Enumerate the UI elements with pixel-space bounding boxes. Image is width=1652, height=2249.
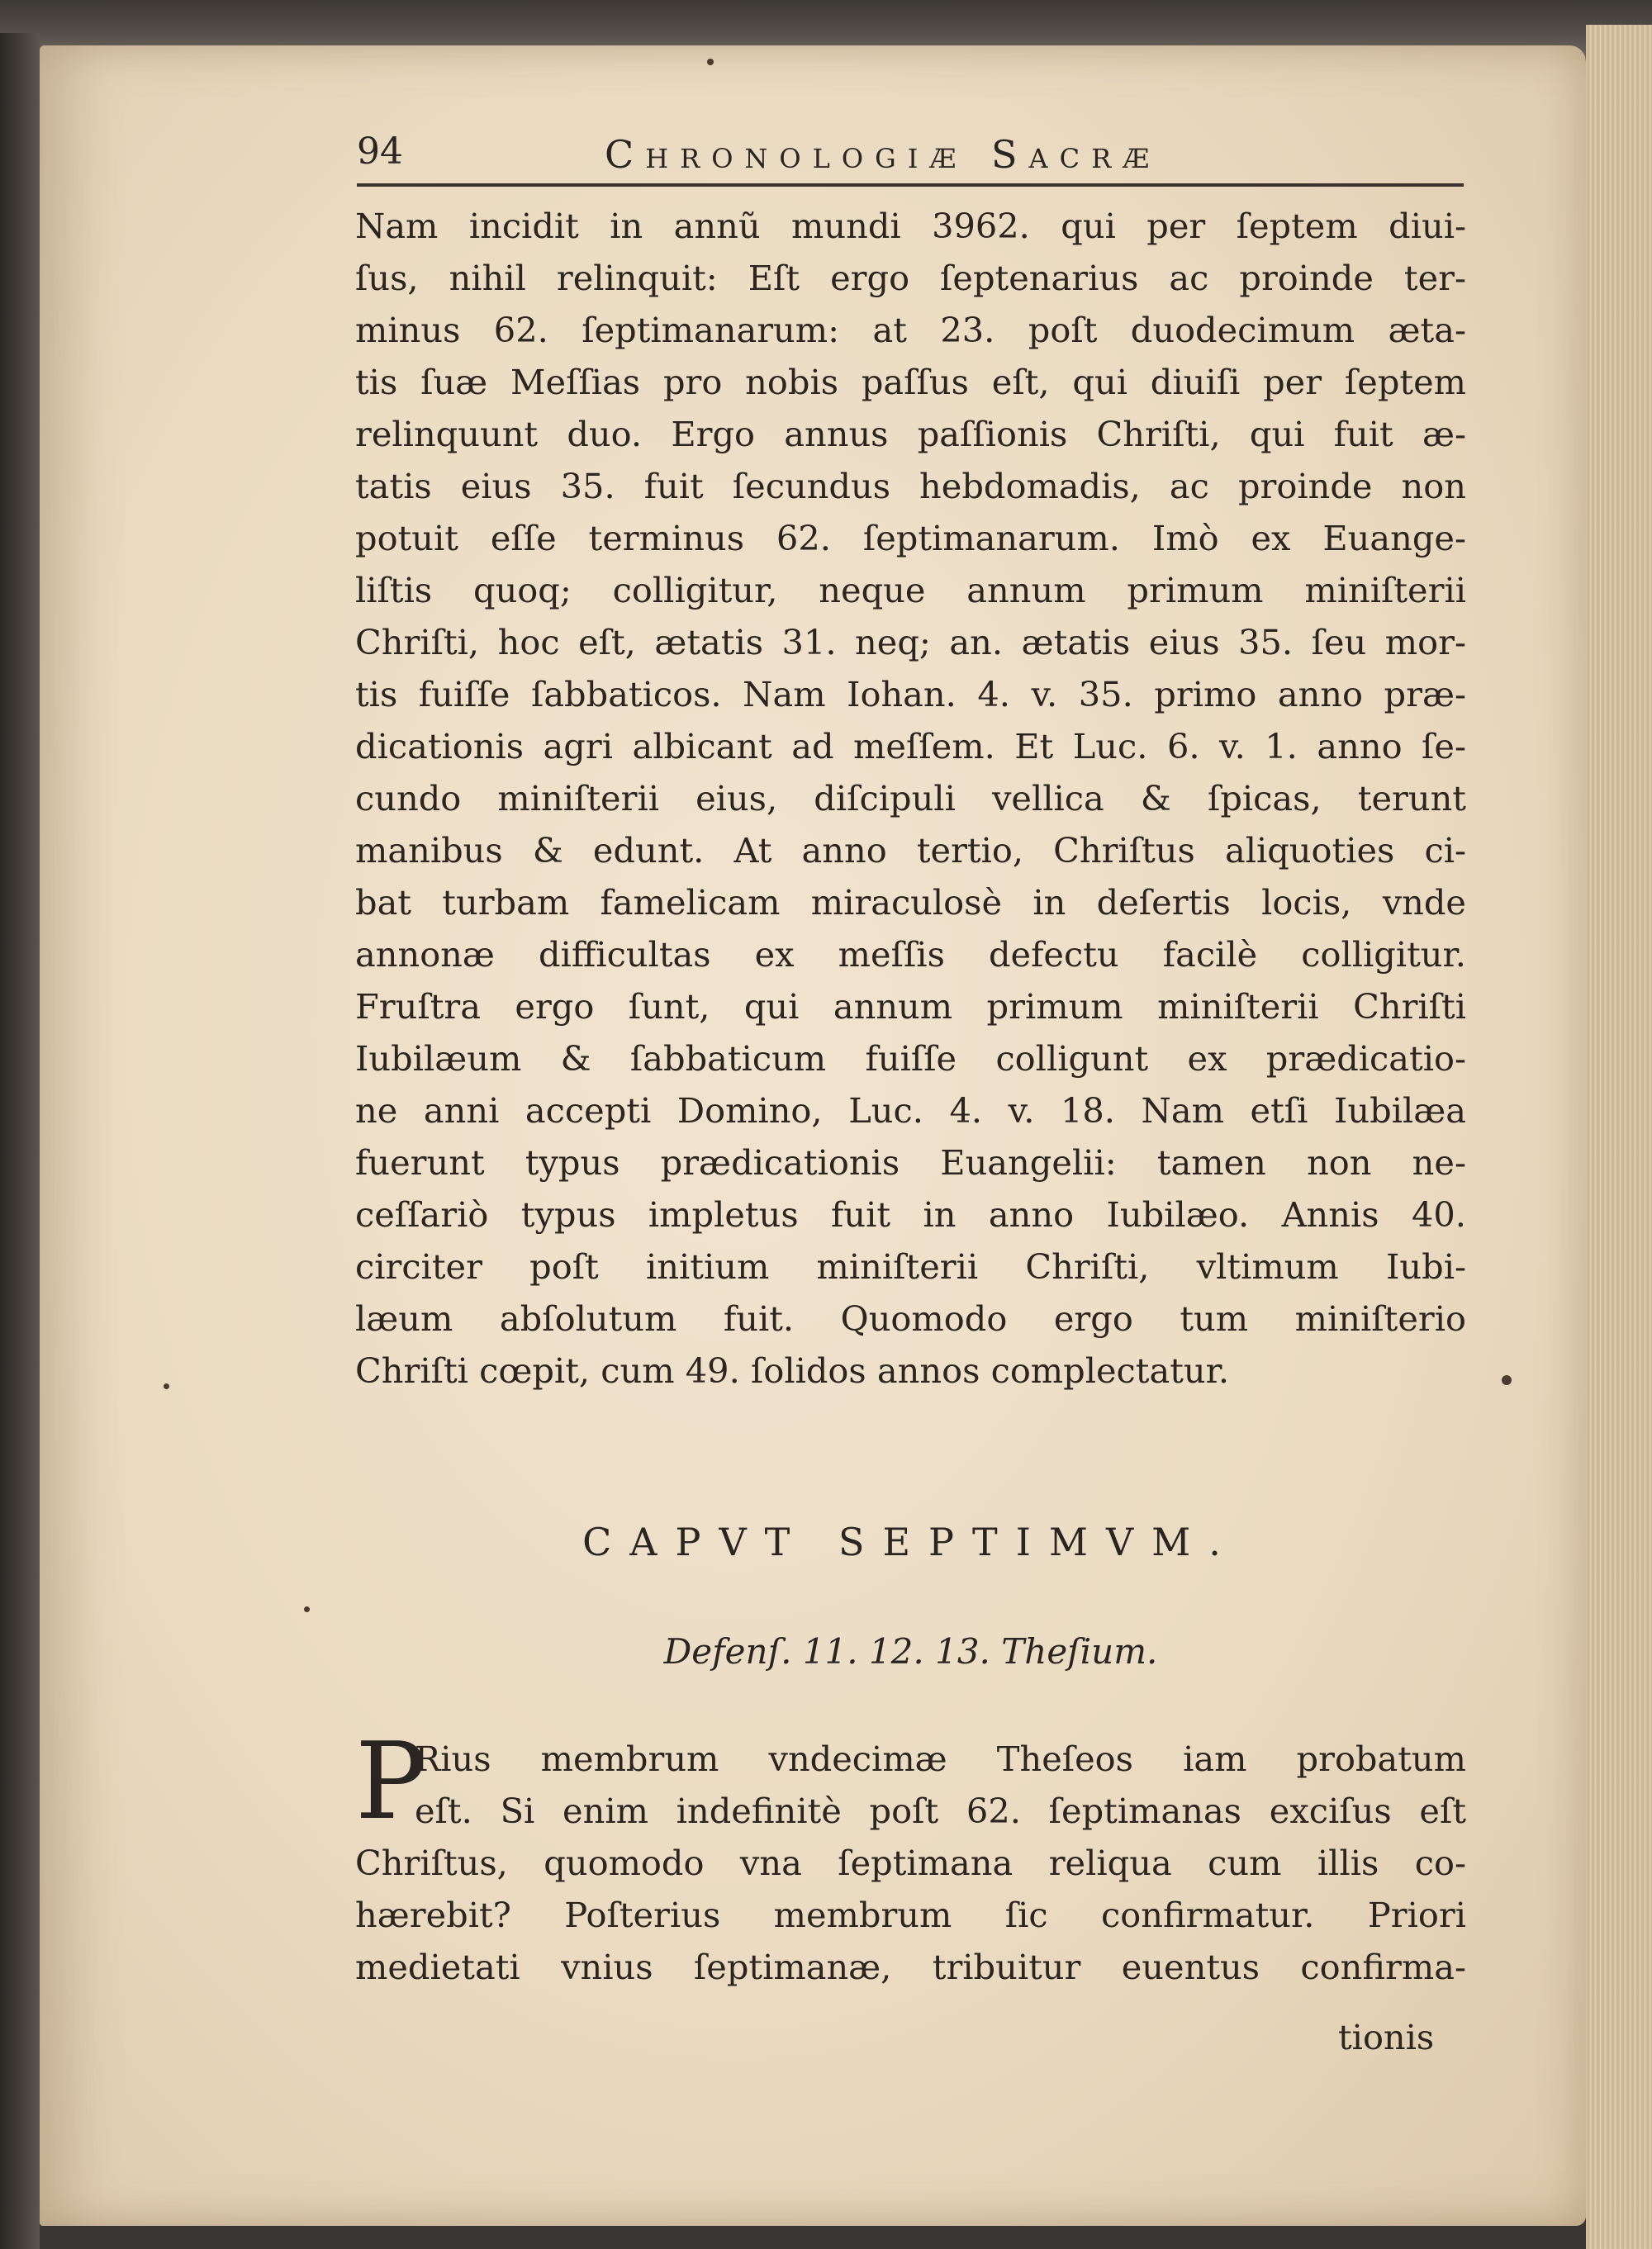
text-line: tatis eius 35. fuit ſecundus hebdomadis, ac proinde non: [355, 466, 1466, 506]
paragraph-lines: [355, 1720, 1466, 1993]
text-line: annonæ difficultas ex meſſis defectu facilè colligitur.: [355, 934, 1466, 975]
text-line: relinquunt duo. Ergo annus paſſionis Chriſti, qui fuit æ-: [355, 414, 1466, 454]
text-line: dicationis agri albicant ad meſſem. Et Luc. 6. v. 1. anno ſe-: [355, 726, 1466, 766]
page-header: [357, 130, 1464, 180]
text-line: manibus & edunt. At anno tertio, Chriſtus aliquoties ci-: [355, 830, 1466, 871]
ink-speck: [164, 1383, 169, 1389]
text-line: liſtis quoq; colligitur, neque annum primum miniſterii: [355, 570, 1466, 610]
text-line: potuit eſſe terminus 62. ſeptimanarum. Imò ex Euange-: [355, 518, 1466, 558]
text-line: Nam incidit in annũ mundi 3962. qui per ſeptem diui-: [355, 206, 1466, 246]
ink-speck: [1502, 1375, 1512, 1385]
text-line: fuerunt typus prædicationis Euangelii: tamen non ne-: [355, 1142, 1466, 1183]
header-rule: [357, 183, 1464, 187]
chapter-subheading: Defenſ. 11. 12. 13. Theſium.: [663, 1631, 1158, 1672]
text-line: ſus, nihil relinquit: Eſt ergo ſeptenarius ac proinde ter-: [355, 258, 1466, 298]
text-line: Iubilæum & ſabbaticum fuiſſe colligunt ex prædicatio-: [355, 1038, 1466, 1079]
text-line: læum abſolutum fuit. Quomodo ergo tum miniſterio: [355, 1298, 1466, 1339]
drop-cap: P: [355, 1720, 427, 1843]
text-line: tis fuiſſe ſabbaticos. Nam Iohan. 4. v. 35. primo anno præ-: [355, 674, 1466, 714]
text-line: cundo miniſterii eius, diſcipuli vellica & ſpicas, terunt: [355, 778, 1466, 818]
book-spine: [0, 33, 40, 2249]
text-line: Chriſti, hoc eſt, ætatis 31. neq; an. ætatis eius 35. ſeu mor-: [355, 622, 1466, 662]
text-line: Chriſti cœpit, cum 49. ſolidos annos complectatur.: [355, 1350, 1230, 1391]
page-number: 94: [357, 130, 403, 173]
text-line: Rius membrum vndecimæ Theſeos iam probatum: [415, 1739, 1466, 1779]
chapter-heading: CAPVT SEPTIMVM.: [582, 1520, 1239, 1564]
text-line: minus 62. ſeptimanarum: at 23. poſt duodecimum ætа-: [355, 310, 1466, 350]
text-line: bat turbam famelicam miraculosè in deſertis locis, vnde: [355, 882, 1466, 923]
text-line: ceſſariò typus impletus fuit in anno Iubilæo. Annis 40.: [355, 1194, 1466, 1235]
catchword: tionis: [1338, 2017, 1435, 2057]
text-line: tis ſuæ Meſſias pro nobis paſſus eſt, qui diuiſi per ſeptem: [355, 362, 1466, 402]
text-line: ne anni accepti Domino, Luc. 4. v. 18. Nam etſi Iubilæa: [355, 1090, 1466, 1131]
page-edges: [1586, 25, 1652, 2249]
running-title: Chronologiæ Sacræ: [605, 132, 1161, 177]
text-line: medietati vnius ſeptimanæ, tribuitur euentus confirma-: [355, 1947, 1466, 1987]
text-line: circiter poſt initium miniſterii Chriſti, vltimum Iubi-: [355, 1246, 1466, 1287]
body-text: [355, 200, 1466, 1397]
text-line: Chriſtus, quomodo vna ſeptimana reliqua cum illis co-: [355, 1843, 1466, 1883]
text-line: hærebit? Poſterius membrum ſic confirmatur. Priori: [355, 1895, 1466, 1935]
text-line: Fruſtra ergo ſunt, qui annum primum miniſterii Chriſti: [355, 986, 1466, 1027]
text-line: eſt. Si enim indefinitè poſt 62. ſeptimanas exciſus eſt: [415, 1791, 1466, 1831]
ink-speck: [304, 1606, 310, 1612]
chapter-paragraph: [355, 1720, 1466, 1993]
ink-speck: [707, 59, 714, 65]
